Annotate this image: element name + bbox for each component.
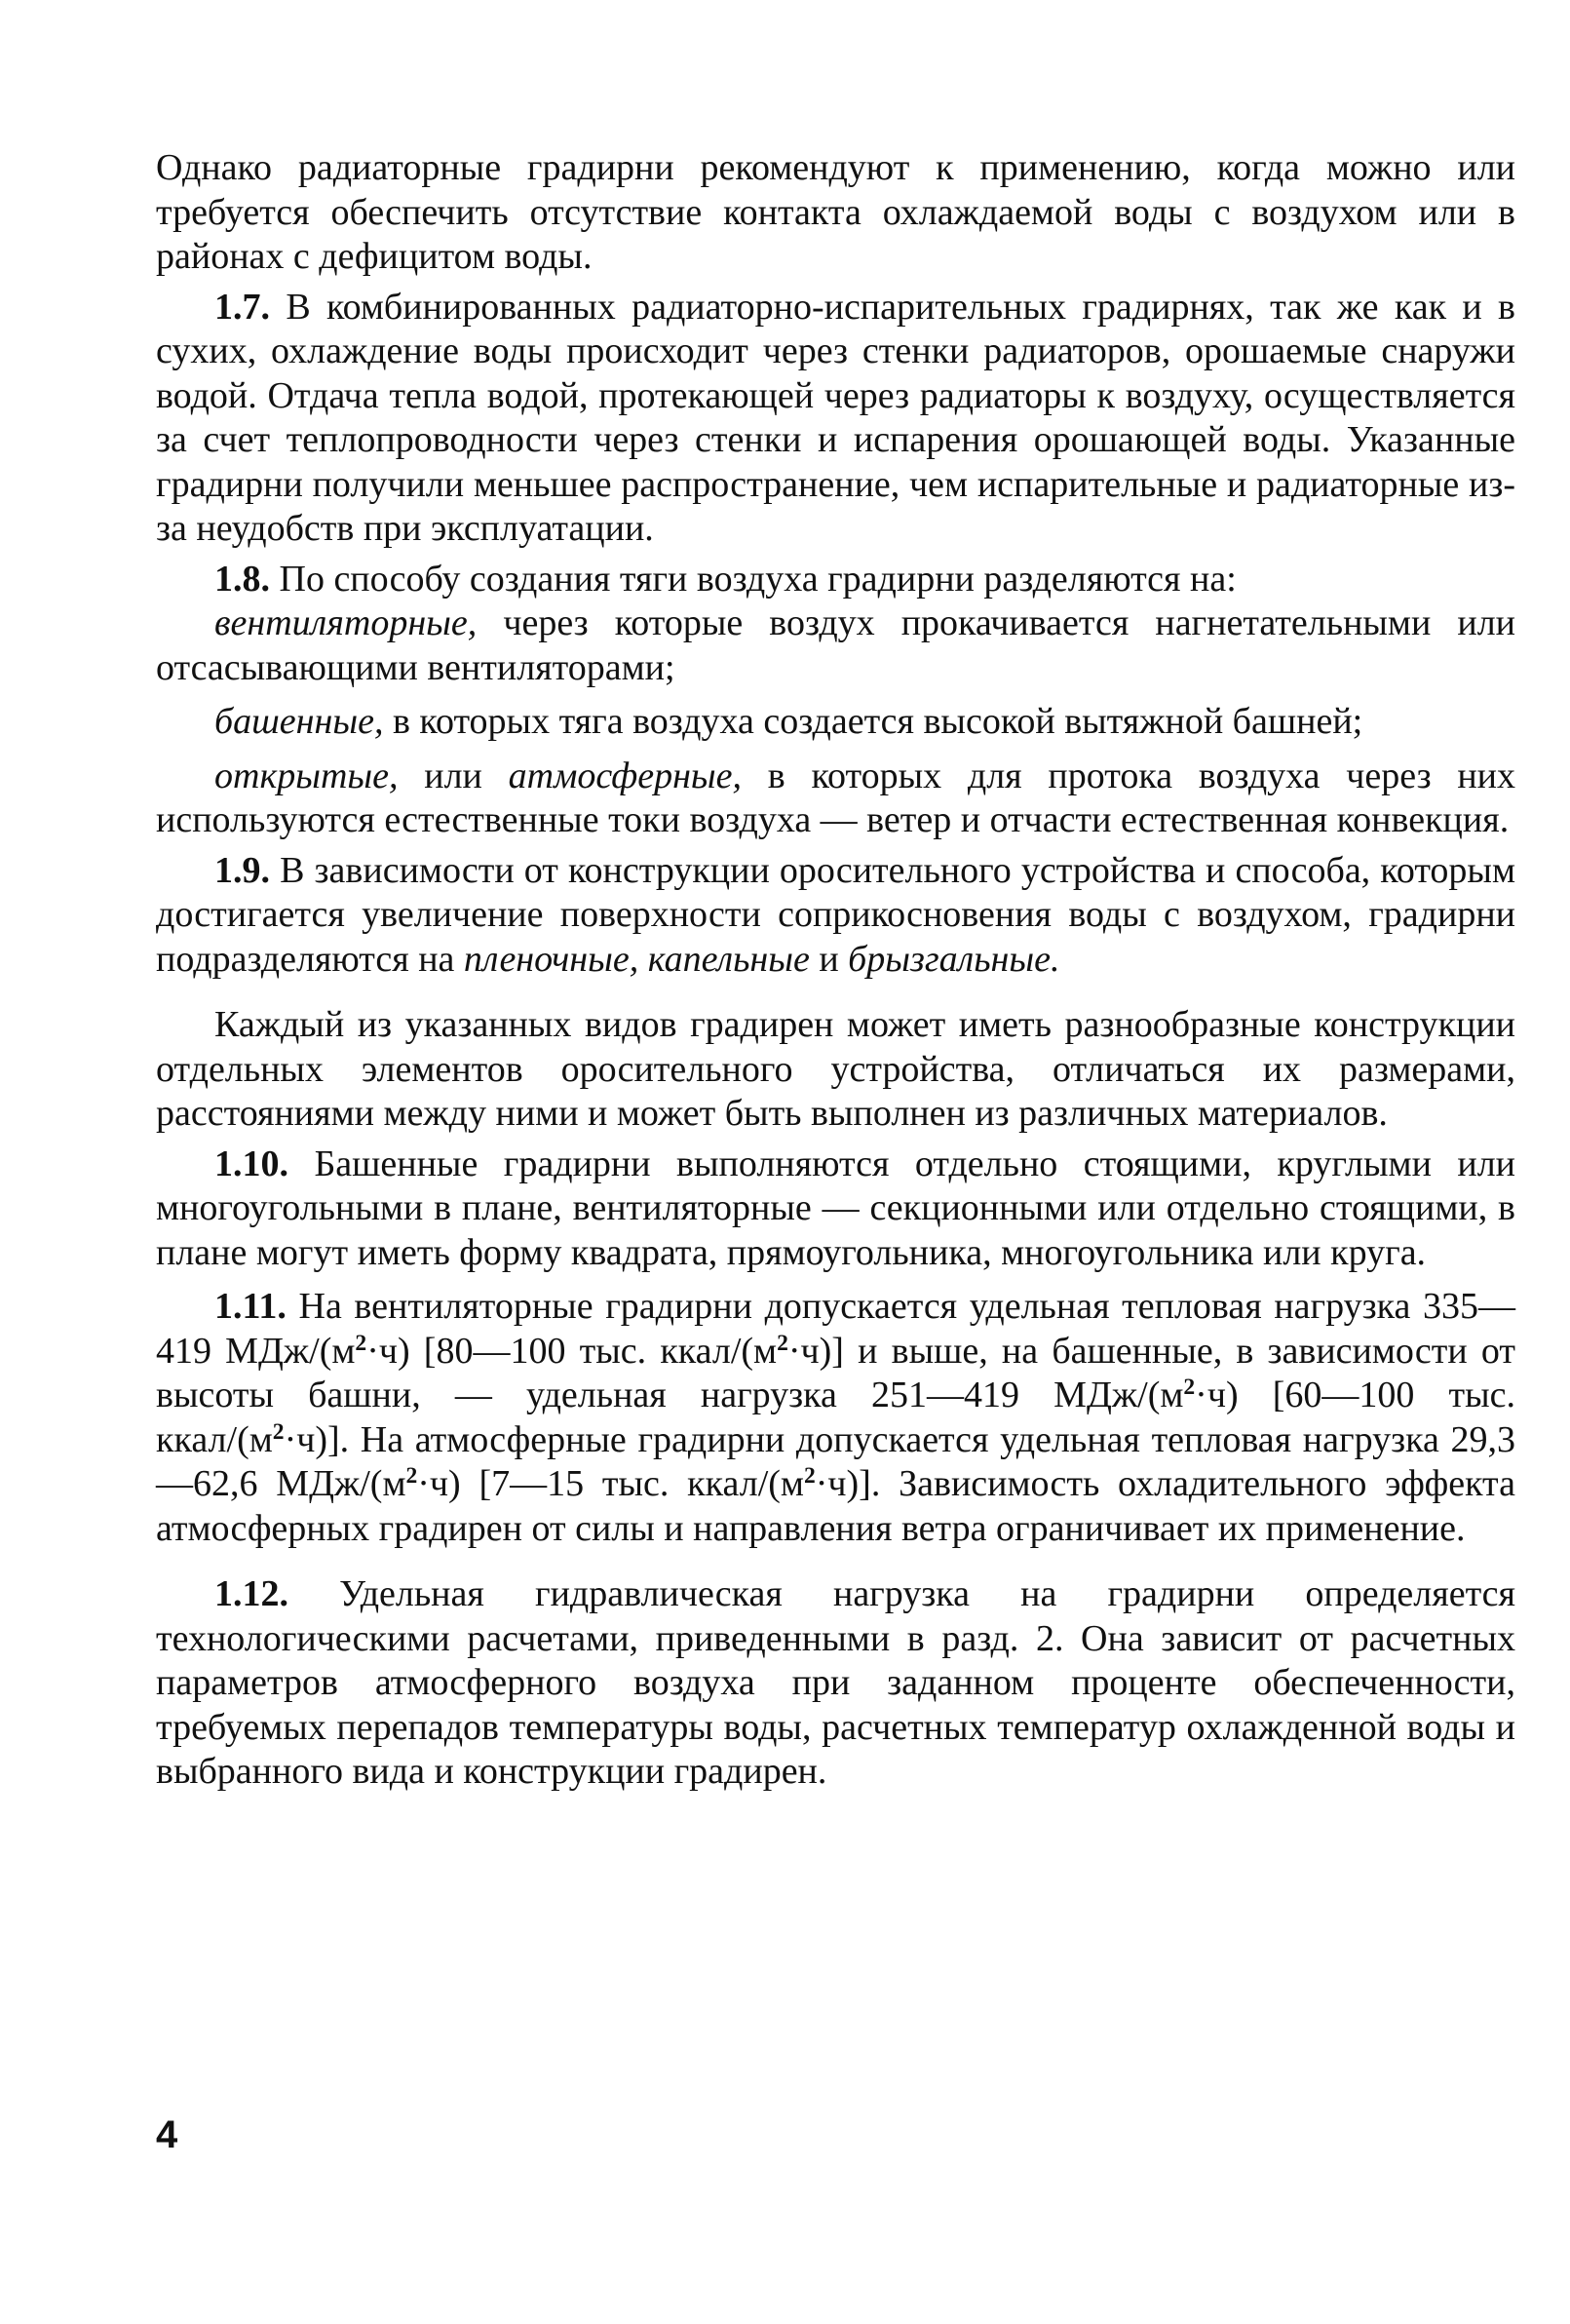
superscript: 2: [803, 1463, 816, 1490]
paragraph-text: ·ч) [60—100 тыс. ккал/(м: [156, 1375, 1515, 1460]
page-number: 4: [156, 2113, 178, 2156]
section-number: 1.10.: [214, 1143, 288, 1184]
paragraph-text: На вентиляторные градирни допускается удельная тепловая нагрузка 335—419 МДж/(м: [156, 1286, 1515, 1372]
section-number: 1.8.: [214, 558, 270, 600]
paragraph-1-7: [156, 286, 1515, 552]
document-body: [156, 146, 1515, 1795]
paragraph-1-10: [156, 1143, 1515, 1276]
paragraph-text: По способу создания тяги воздуха градирни разделяются на:: [270, 558, 1237, 600]
superscript: 2: [405, 1463, 418, 1490]
paragraph-text: Каждый из указанных видов градирен может иметь разнообразные конструкции отдельных элементов оросительного устройства, отличаться их размерами, расстояниями между ними и может быть выполнен из различных материалов.: [156, 1004, 1515, 1134]
paragraph-1-8: [156, 558, 1515, 602]
paragraph-text: ·ч) [7—15 тыс. ккал/(м: [417, 1463, 804, 1504]
paragraph-fan-type: [156, 601, 1515, 690]
section-number: 1.9.: [214, 849, 270, 891]
paragraph-1-12: [156, 1572, 1515, 1795]
section-number: 1.7.: [214, 286, 270, 328]
paragraph-text: в которых тяга воздуха создается высокой вытяжной башней;: [383, 701, 1363, 742]
paragraph-text: Однако радиаторные градирни рекомендуют к применению, когда можно или требуется обеспечить отсутствие контакта охлаждаемой воды с воздухом или в районах с дефицитом воды.: [156, 147, 1515, 277]
paragraph-types-note: [156, 1003, 1515, 1137]
paragraph-text: ·ч)]. Зависимость охладительного эффекта атмосферных градирен от силы и направления ветра ограничивает их применение.: [156, 1463, 1515, 1549]
paragraph-open-type: [156, 755, 1515, 843]
paragraph-text: через которые воздух прокачивается нагнетательными или отсасывающими вентиляторами;: [156, 602, 1515, 688]
paragraph-text: ·ч)] и выше, на башенные, в зависимости от высоты башни, — удельная нагрузка 251—419 МДж/(м: [156, 1330, 1515, 1415]
paragraph-text: Удельная гидравлическая нагрузка на градирни определяется технологическими расчетами, приведенными в разд. 2. Она зависит от расчетных параметров атмосферного воздуха при заданном проценте обеспеченности, требуемых перепадов температуры воды, расчетных температур охлажденной воды и выбранного вида и конструкции градирен.: [156, 1573, 1515, 1792]
paragraph-text: в которых для протока воздуха через них используются естественные токи воздуха — ветер и отчасти естественная конвекция.: [156, 755, 1515, 840]
term-italic: вентиляторные,: [214, 602, 478, 643]
superscript: 2: [272, 1418, 285, 1445]
superscript: 2: [777, 1330, 788, 1356]
term-italic: брызгальные.: [848, 938, 1060, 980]
term-italic: открытые,: [214, 755, 399, 796]
term-italic: башенные,: [214, 701, 384, 742]
term-italic: атмосферные,: [508, 755, 743, 796]
term-italic: пленочные, капельные: [463, 938, 810, 980]
paragraph-intro: [156, 146, 1515, 280]
paragraph-text: ·ч) [80—100 тыс. ккал/(м: [366, 1330, 778, 1372]
paragraph-text: В комбинированных радиаторно-испарительных градирнях, так же как и в сухих, охлаждение воды происходит через стенки радиаторов, орошаемые снаружи водой. Отдача тепла водой, протекающей через радиаторы к воздуху, осуществляется за счет теплопроводности через стенки и испарения орошающей воды. Указанные градирни получили меньшее распространение, чем испарительные и радиаторные из-за неудобств при эксплуатации.: [156, 286, 1515, 549]
section-number: 1.11.: [214, 1286, 287, 1327]
superscript: 2: [1183, 1375, 1196, 1401]
paragraph-1-11: [156, 1285, 1515, 1551]
section-number: 1.12.: [214, 1573, 288, 1614]
paragraph-1-9: [156, 849, 1515, 983]
superscript: 2: [355, 1330, 367, 1356]
paragraph-text: Башенные градирни выполняются отдельно стоящими, круглыми или многоугольными в плане, вентиляторные — секционными или отдельно стоящими, в плане могут иметь форму квадрата, прямоугольника, многоугольника или круга.: [156, 1143, 1515, 1273]
paragraph-text: В зависимости от конструкции оросительного устройства и способа, которым достигается увеличение поверхности соприкосновения воды с воздухом, градирни подразделяются на: [156, 849, 1515, 980]
paragraph-text: ·ч)]. На атмосферные градирни допускается удельная тепловая нагрузка 29,3—62,6 МДж/(м: [156, 1418, 1515, 1504]
paragraph-text: и: [809, 938, 849, 980]
paragraph-text: или: [398, 755, 509, 796]
paragraph-tower-type: [156, 700, 1515, 745]
